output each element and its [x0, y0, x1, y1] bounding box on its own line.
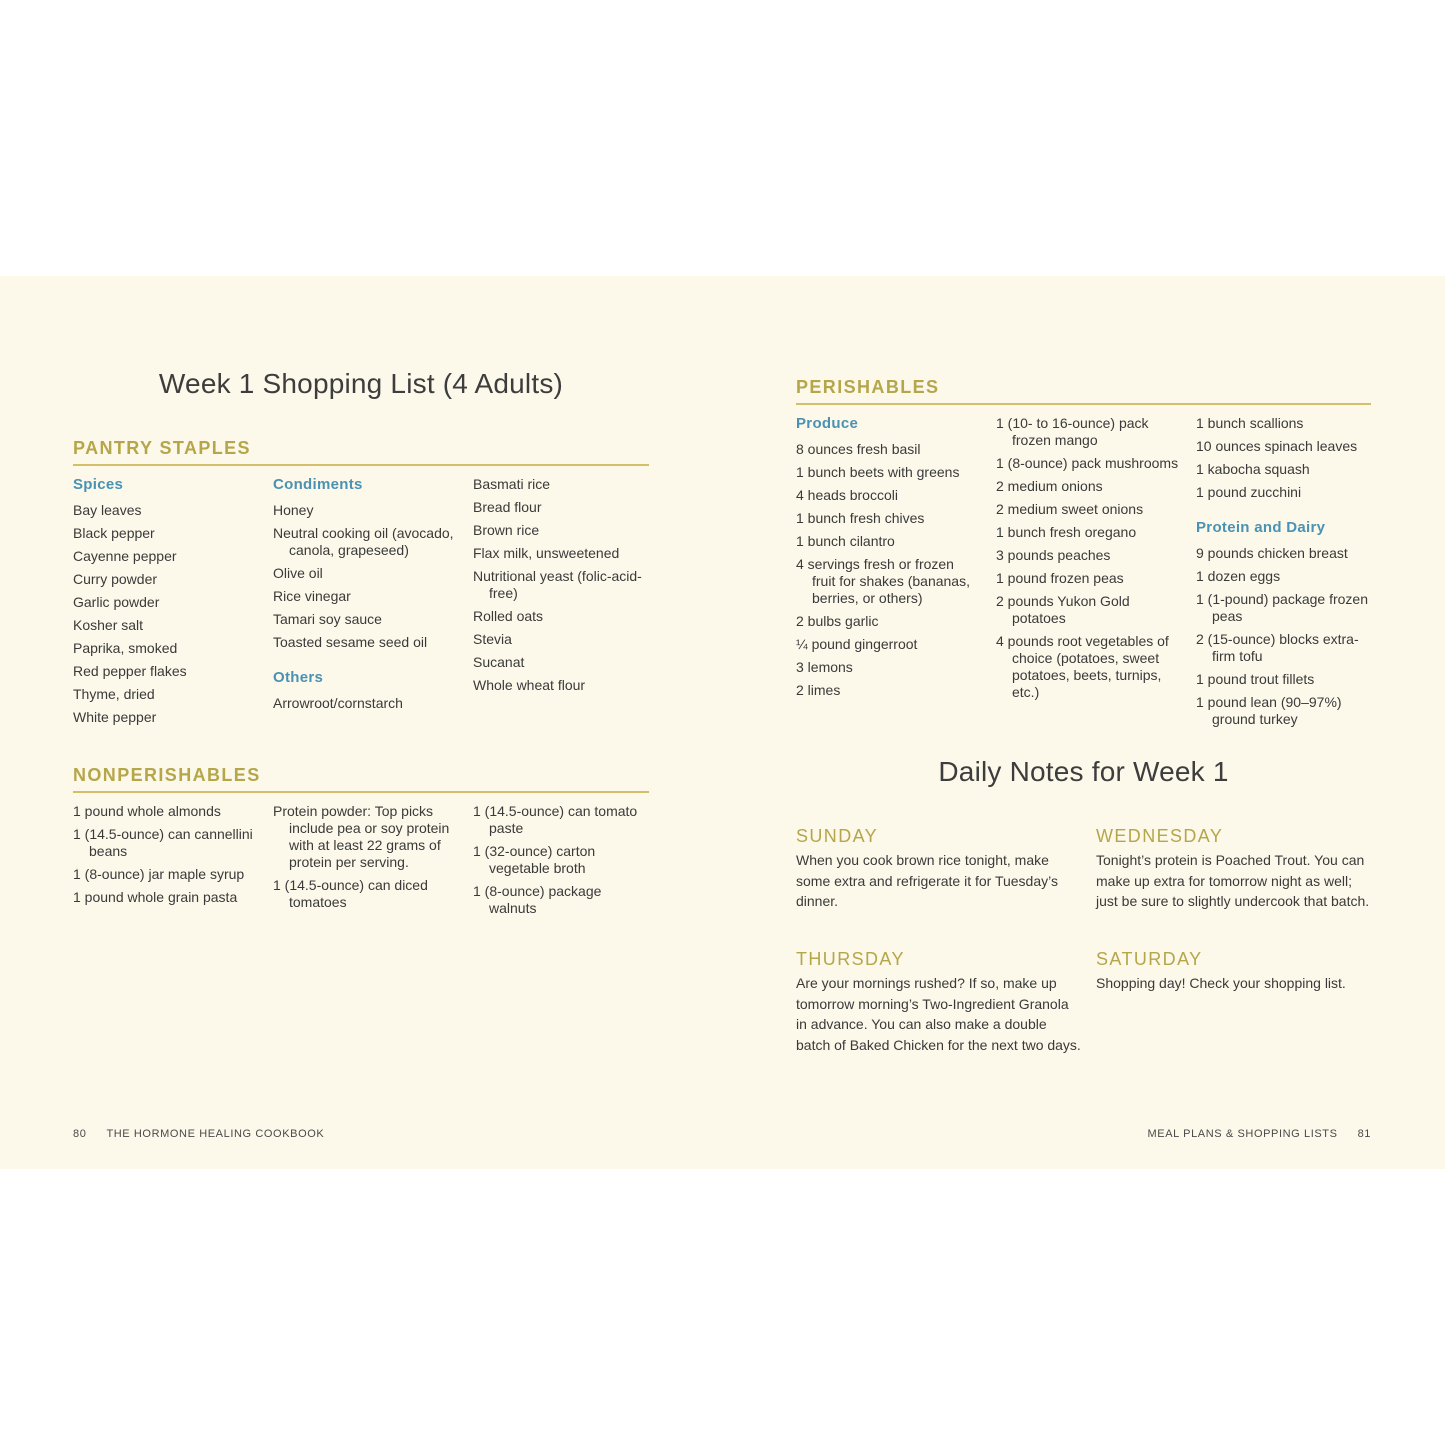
grain-item: Whole wheat flour: [473, 677, 586, 693]
produce-item: 1 bunch fresh oregano: [996, 524, 1137, 540]
produce-item: 3 pounds peaches: [996, 547, 1111, 563]
day-text: Are your mornings rushed? If so, make up tomorrow morning’s Two-Ingredient Granola in advance. You can also make a double batch of Baked Chicken for the next two days.: [796, 975, 1081, 1053]
daily-notes-title: Daily Notes for Week 1: [938, 756, 1229, 787]
produce-item: 3 lemons: [796, 659, 853, 675]
nonperishable-item: 1 pound whole grain pasta: [73, 889, 238, 905]
condiment-item: Neutral cooking oil (avocado, canola, grapeseed): [273, 525, 454, 558]
right-page-number: 81: [1357, 1128, 1371, 1140]
nonperishables-column-3: [473, 803, 649, 923]
condiment-item: Olive oil: [273, 565, 323, 581]
protein-item: 1 pound lean (90–97%) ground turkey: [1196, 694, 1342, 727]
condiments-column: [273, 476, 458, 718]
grain-item: Basmati rice: [473, 476, 551, 492]
spice-item: Black pepper: [73, 525, 155, 541]
grain-item: Stevia: [473, 631, 512, 647]
pantry-staples-heading: PANTRY STAPLES: [73, 438, 649, 466]
produce-item: 1 pound zucchini: [1196, 484, 1302, 500]
produce-item: 2 limes: [796, 682, 841, 698]
spice-item: White pepper: [73, 709, 157, 725]
condiments-subheading: Condiments: [273, 476, 363, 493]
spice-item: Red pepper flakes: [73, 663, 187, 679]
left-page-number: 80: [73, 1128, 87, 1140]
condiment-item: Toasted sesame seed oil: [273, 634, 428, 650]
protein-item: 1 pound trout fillets: [1196, 671, 1315, 687]
spices-subheading: Spices: [73, 476, 124, 493]
nonperishable-item: Protein powder: Top picks include pea or soy protein with at least 22 grams of protein per serving.: [273, 803, 450, 870]
produce-item: 2 medium sweet onions: [996, 501, 1144, 517]
day-note-saturday: [1096, 949, 1376, 994]
day-text: Shopping day! Check your shopping list.: [1096, 975, 1346, 991]
condiment-item: Honey: [273, 502, 314, 518]
produce-column-3: [1196, 415, 1376, 734]
right-footer: [1148, 1128, 1371, 1140]
day-note-sunday: [796, 826, 1081, 912]
nonperishable-item: 1 (14.5-ounce) can tomato paste: [473, 803, 638, 836]
produce-subheading: Produce: [796, 415, 859, 432]
produce-item: 1 (10- to 16-ounce) pack frozen mango: [996, 415, 1149, 448]
nonperishables-column-2: [273, 803, 458, 917]
protein-dairy-list: [1196, 545, 1376, 728]
day-text: When you cook brown rice tonight, make some extra and refrigerate it for Tuesday’s dinner.: [796, 852, 1058, 909]
produce-item: 2 medium onions: [996, 478, 1103, 494]
page-title: Week 1 Shopping List (4 Adults): [158, 368, 564, 399]
spice-item: Thyme, dried: [73, 686, 155, 702]
book-title: THE HORMONE HEALING COOKBOOK: [106, 1128, 325, 1140]
book-spread: [0, 276, 1445, 1169]
nonperishables-column-1: [73, 803, 258, 912]
protein-item: 1 (1-pound) package frozen peas: [1196, 591, 1368, 624]
produce-item: 10 ounces spinach leaves: [1196, 438, 1358, 454]
produce-item: ¼ pound gingerroot: [796, 636, 918, 652]
day-note-thursday: [796, 949, 1081, 1055]
grain-item: Brown rice: [473, 522, 540, 538]
grains-list: [473, 476, 649, 694]
produce-item: 4 pounds root vegetables of choice (potatoes, sweet potatoes, beets, turnips, etc.): [996, 633, 1169, 700]
section-title: MEAL PLANS & SHOPPING LISTS: [1147, 1128, 1338, 1140]
others-list: [273, 695, 458, 712]
nonperishables-heading: NONPERISHABLES: [73, 765, 649, 793]
day-name: WEDNESDAY: [1096, 826, 1224, 846]
day-text: Tonight’s protein is Poached Trout. You can make up extra for tomorrow night as well; just be sure to slightly undercook that batch.: [1096, 852, 1370, 909]
condiment-item: Rice vinegar: [273, 588, 351, 604]
nonperishable-item: 1 (8-ounce) jar maple syrup: [73, 866, 245, 882]
nonperishable-item: 1 (14.5-ounce) can diced tomatoes: [273, 877, 428, 910]
spice-item: Curry powder: [73, 571, 158, 587]
produce-item: 4 heads broccoli: [796, 487, 898, 503]
day-name: THURSDAY: [796, 949, 905, 969]
produce-item: 1 pound frozen peas: [996, 570, 1124, 586]
grains-column: [473, 476, 649, 700]
nonperishable-item: 1 (32-ounce) carton vegetable broth: [473, 843, 596, 876]
produce-item: 1 bunch cilantro: [796, 533, 895, 549]
grain-item: Flax milk, unsweetened: [473, 545, 620, 561]
protein-item: 1 dozen eggs: [1196, 568, 1281, 584]
grain-item: Bread flour: [473, 499, 542, 515]
grain-item: Sucanat: [473, 654, 525, 670]
nonperishable-item: 1 (14.5-ounce) can cannellini beans: [73, 826, 253, 859]
grain-item: Rolled oats: [473, 608, 544, 624]
spices-column: [73, 476, 258, 732]
day-note-wednesday: [1096, 826, 1376, 912]
protein-dairy-subheading: Protein and Dairy: [1196, 519, 1326, 536]
nonperishable-item: 1 (8-ounce) package walnuts: [473, 883, 602, 916]
nonperishable-item: 1 pound whole almonds: [73, 803, 221, 819]
others-subheading: Others: [273, 669, 324, 686]
perishables-heading: PERISHABLES: [796, 377, 1371, 405]
grain-item: Nutritional yeast (folic-acid-free): [473, 568, 642, 601]
protein-item: 9 pounds chicken breast: [1196, 545, 1348, 561]
produce-column-1: [796, 415, 981, 705]
other-item: Arrowroot/cornstarch: [273, 695, 403, 711]
produce-item: 1 (8-ounce) pack mushrooms: [996, 455, 1179, 471]
produce-item: 4 servings fresh or frozen fruit for shakes (bananas, berries, or others): [796, 556, 970, 606]
produce-item: 1 kabocha squash: [1196, 461, 1310, 477]
spices-list: [73, 502, 258, 726]
spice-item: Bay leaves: [73, 502, 142, 518]
condiments-list: [273, 502, 458, 651]
condiment-item: Tamari soy sauce: [273, 611, 382, 627]
produce-item: 1 bunch beets with greens: [796, 464, 960, 480]
produce-item: 2 pounds Yukon Gold potatoes: [996, 593, 1130, 626]
spice-item: Paprika, smoked: [73, 640, 178, 656]
day-name: SUNDAY: [796, 826, 879, 846]
spice-item: Garlic powder: [73, 594, 160, 610]
produce-column-2: [996, 415, 1181, 707]
right-page: [722, 276, 1445, 1169]
produce-item: 1 bunch fresh chives: [796, 510, 925, 526]
protein-item: 2 (15-ounce) blocks extra-firm tofu: [1196, 631, 1359, 664]
day-name: SATURDAY: [1096, 949, 1203, 969]
left-page: [0, 276, 722, 1169]
spice-item: Cayenne pepper: [73, 548, 177, 564]
produce-item: 1 bunch scallions: [1196, 415, 1304, 431]
left-footer: [73, 1128, 324, 1140]
produce-item: 8 ounces fresh basil: [796, 441, 921, 457]
produce-item: 2 bulbs garlic: [796, 613, 879, 629]
spice-item: Kosher salt: [73, 617, 144, 633]
